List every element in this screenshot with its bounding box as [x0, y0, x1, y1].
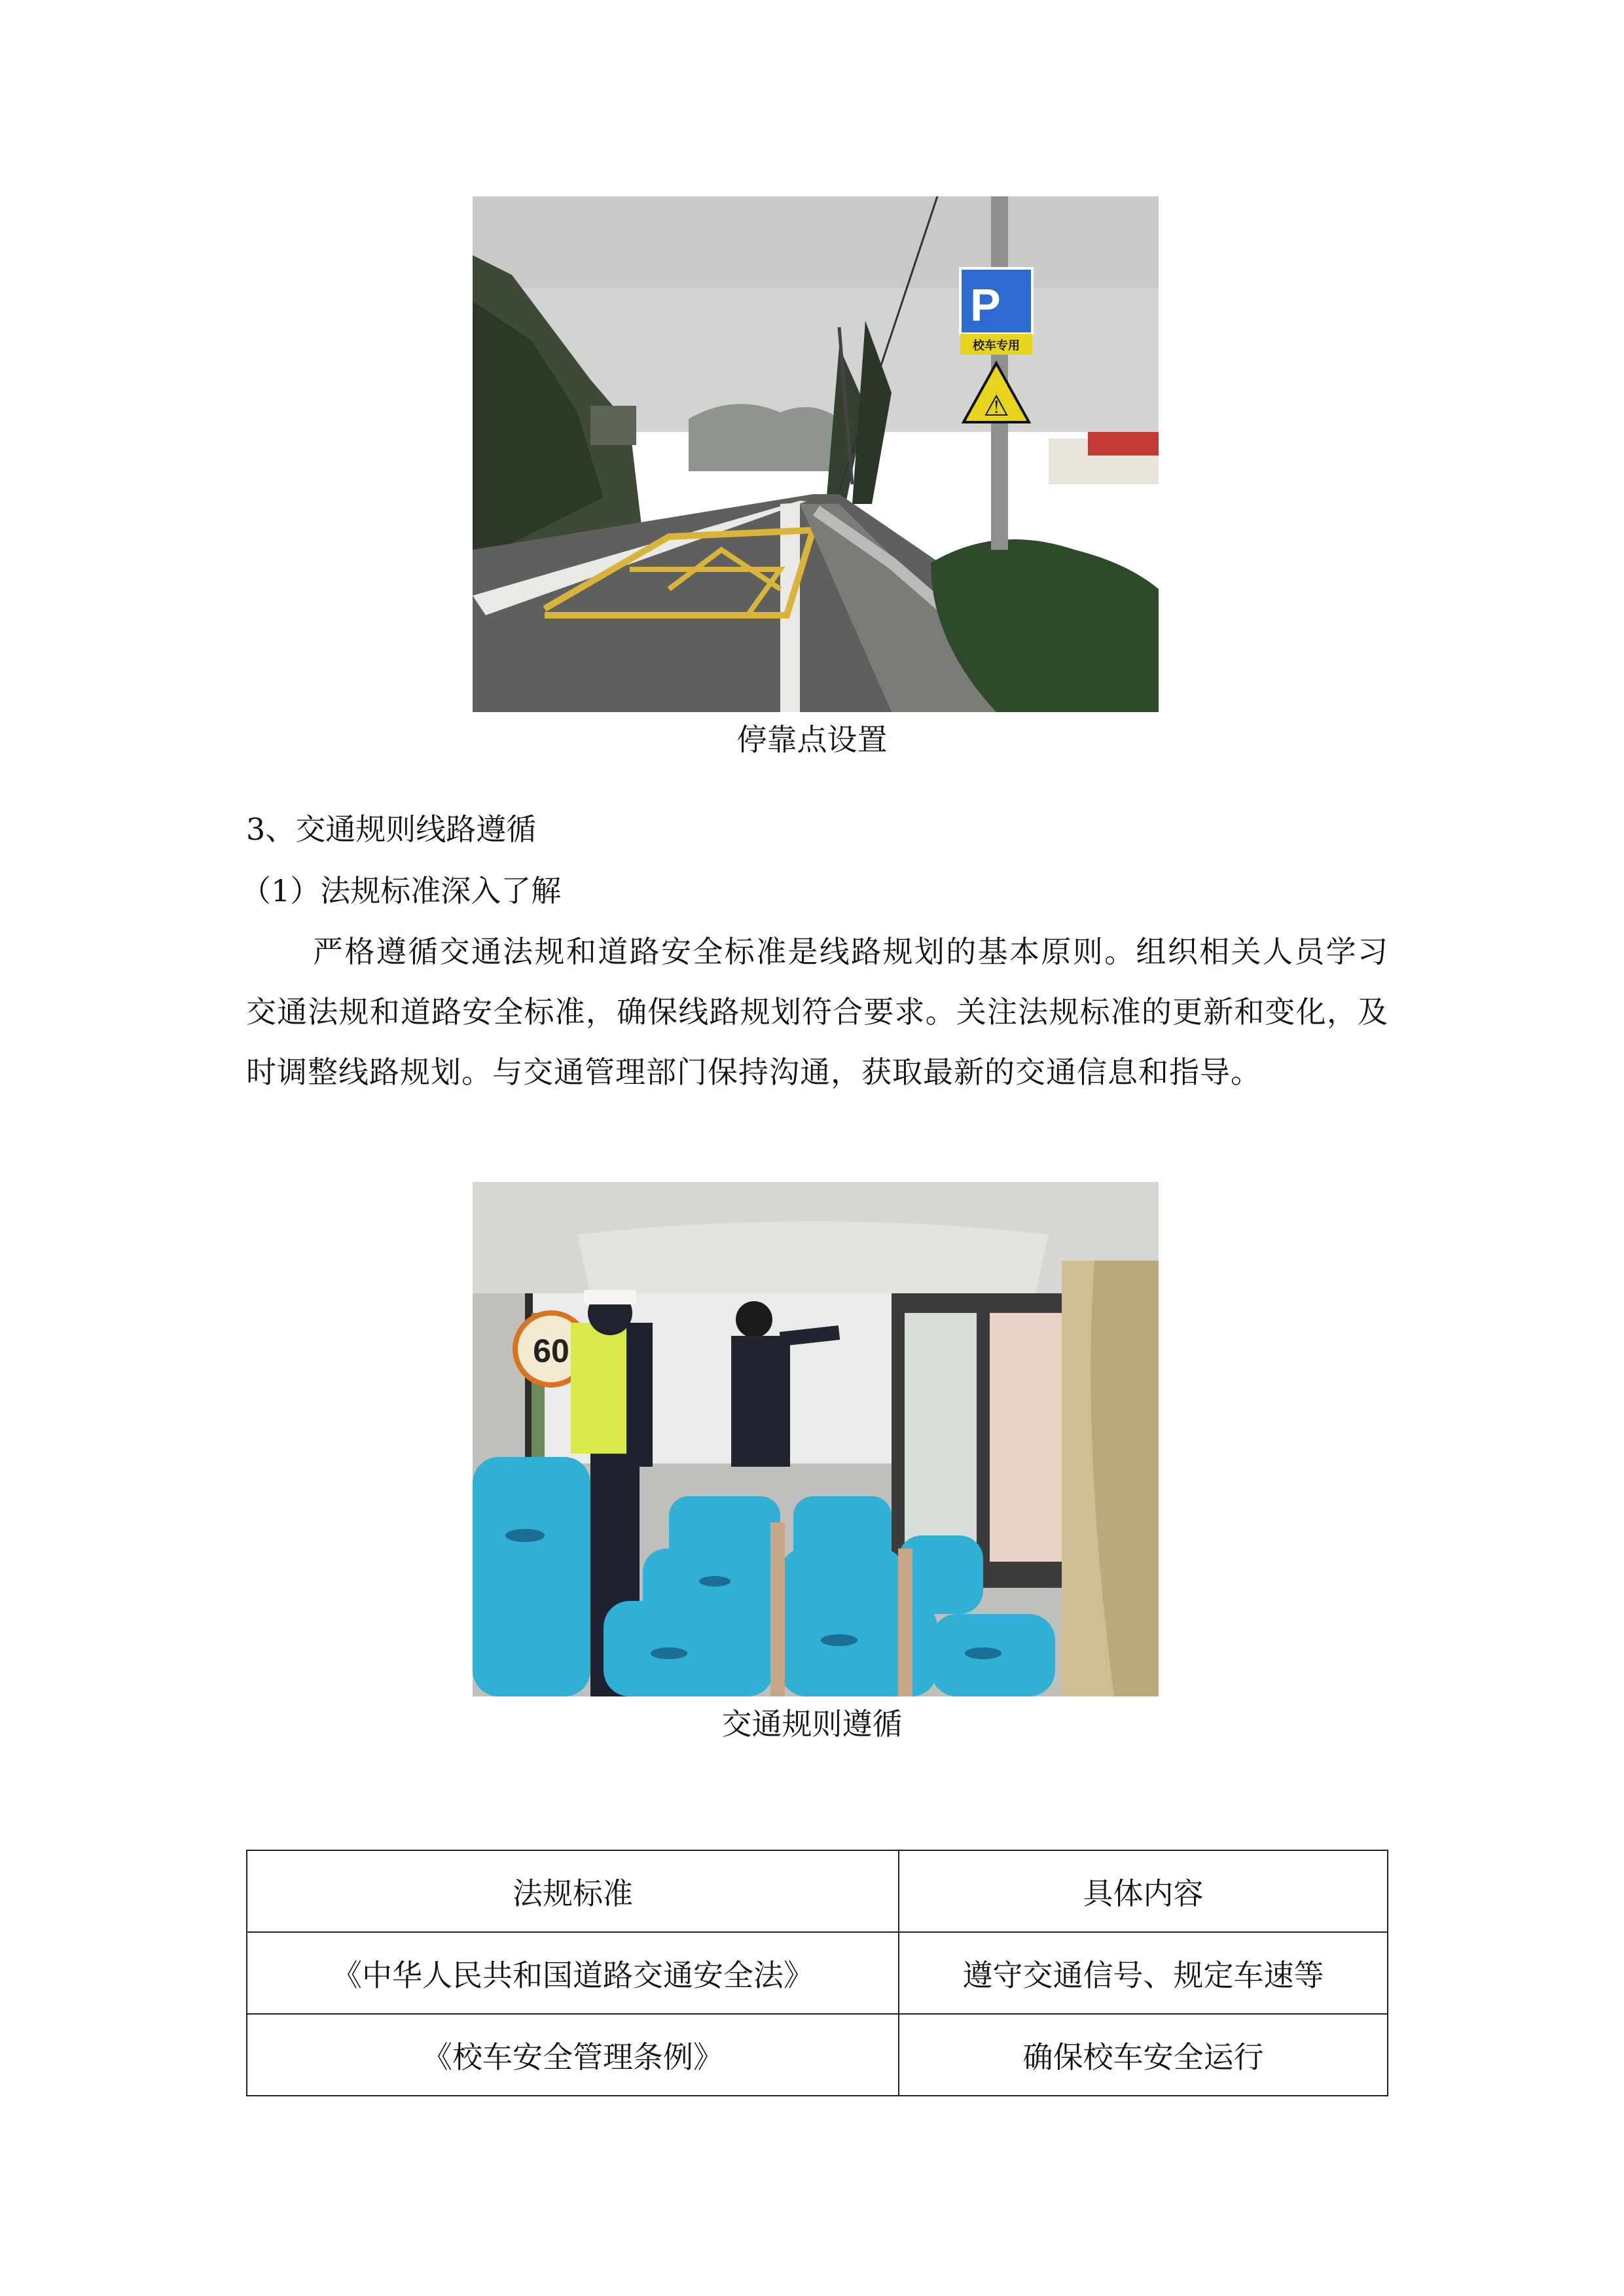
inspector-person [731, 1336, 790, 1467]
svg-text:⚠: ⚠ [983, 389, 1009, 423]
subsection-heading: （1）法规标准深入了解 [241, 873, 562, 908]
column-header: 法规标准 [247, 1850, 899, 1932]
officer-cap [584, 1290, 636, 1304]
column-header: 具体内容 [899, 1850, 1388, 1932]
school-bus-sign-text: 校车专用 [973, 339, 1020, 353]
officer-safety-vest [571, 1323, 633, 1454]
body-paragraph [246, 922, 1388, 1102]
roadside-billboard [590, 406, 636, 445]
bus-stop-photo [473, 196, 1159, 712]
table-cell: 《中华人民共和国道路交通安全法》 [247, 1932, 899, 2014]
table-header-row [247, 1850, 1388, 1932]
speed-limit-text: 60 [533, 1333, 569, 1369]
table-row [247, 2014, 1388, 2096]
figure-caption-1: 停靠点设置 [736, 722, 888, 757]
table-cell: 遵守交通信号、规定车速等 [899, 1932, 1388, 2014]
table-cell: 《校车安全管理条例》 [247, 2014, 899, 2096]
bus-interior-photo [473, 1182, 1159, 1696]
figure-caption-2: 交通规则遵循 [721, 1706, 903, 1742]
table-row [247, 1932, 1388, 2014]
section-heading: 3、交通规则线路遵循 [246, 812, 537, 847]
table-cell: 确保校车安全运行 [899, 2014, 1388, 2096]
regulations-table [246, 1850, 1388, 2096]
parking-letter: P [970, 279, 1001, 331]
paragraph-text: 严格遵循交通法规和道路安全标准是线路规划的基本原则。组织相关人员学习交通法规和道路安全标准，确保线路规划符合要求。关注法规标准的更新和变化，及时调整线路规划。与交通管理部门保持沟通，获取最新的交通信息和指导。 [246, 934, 1388, 1090]
